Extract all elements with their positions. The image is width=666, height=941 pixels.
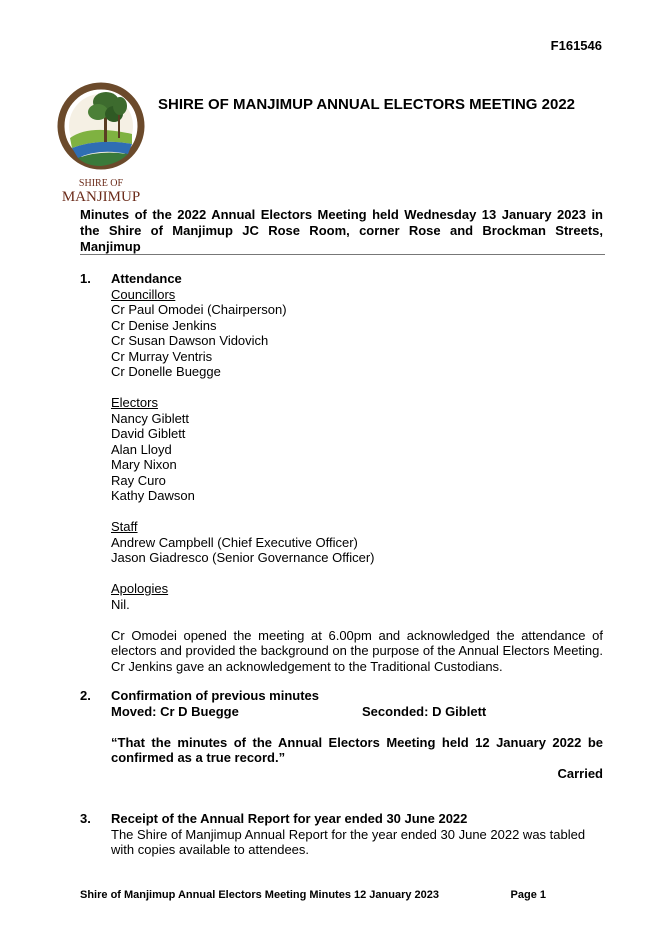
page-footer [80, 889, 546, 901]
logo-text-shire-of: SHIRE OF [78, 178, 124, 189]
motion-result: Carried [557, 765, 603, 781]
elector-item: Mary Nixon [111, 457, 177, 472]
section-2-number: 2. [80, 688, 91, 703]
resolution-text: “That the minutes of the Annual Electors Meeting held 12 January 2022 be confirmed as a true record.” [111, 734, 603, 765]
councillor-item: Cr Donelle Buegge [111, 364, 221, 379]
apologies-value: Nil. [111, 596, 130, 612]
section-3-heading: Receipt of the Annual Report for year ended 30 June 2022 [111, 811, 468, 826]
elector-item: David Giblett [111, 426, 186, 441]
section-2-heading: Confirmation of previous minutes [111, 688, 320, 703]
staff-item: Jason Giadresco (Senior Governance Officer) [111, 550, 375, 565]
staff-label: Staff [111, 519, 138, 534]
section-3-number: 3. [80, 811, 91, 826]
section-3-annual-report [111, 811, 603, 858]
elector-item: Ray Curo [111, 472, 166, 488]
section-1-attendance [111, 271, 603, 674]
moved-by: Moved: Cr D Buegge [111, 703, 239, 719]
councillors-label: Councillors [111, 286, 176, 302]
shire-logo-graphic [54, 78, 148, 204]
section-1-heading: Attendance [111, 271, 182, 286]
page-title: SHIRE OF MANJIMUP ANNUAL ELECTORS MEETING 2022 [158, 96, 576, 113]
section-2-minutes [111, 688, 603, 781]
meeting-subtitle: Minutes of the 2022 Annual Electors Meeting held Wednesday 13 January 2023 in the Shire of Manjimup JC Rose Room, corner Rose and Brockman Streets, Manjimup [80, 207, 603, 254]
opening-paragraph: Cr Omodei opened the meeting at 6.00pm and acknowledged the attendance of electors and provided the background on the purpose of the Annual Electors Meeting. Cr Jenkins gave an acknowledgement to the Traditional Custodians. [111, 627, 603, 674]
header-divider [80, 254, 605, 255]
elector-item: Kathy Dawson [111, 488, 195, 503]
seconded-by: Seconded: D Giblett [362, 703, 487, 719]
document-id: F161546 [550, 38, 602, 53]
councillor-item: Cr Denise Jenkins [111, 317, 217, 333]
section-3-body: The Shire of Manjimup Annual Report for the year ended 30 June 2022 was tabled with copies available to attendees. [111, 826, 586, 857]
elector-item: Alan Lloyd [111, 441, 172, 457]
apologies-label: Apologies [111, 581, 169, 596]
section-1-number: 1. [80, 271, 91, 286]
staff-item: Andrew Campbell (Chief Executive Officer) [111, 534, 358, 550]
shire-logo-icon [54, 78, 148, 204]
councillor-item: Cr Murray Ventris [111, 348, 213, 364]
electors-label: Electors [111, 395, 158, 410]
page-number: Page 1 [510, 889, 546, 901]
councillor-item: Cr Paul Omodei (Chairperson) [111, 302, 287, 317]
councillor-item: Cr Susan Dawson Vidovich [111, 333, 269, 348]
logo-text-manjimup: MANJIMUP [61, 189, 141, 204]
motion-row [111, 704, 603, 720]
footer-text: Shire of Manjimup Annual Electors Meeting Minutes 12 January 2023 [80, 889, 440, 901]
elector-item: Nancy Giblett [111, 410, 190, 426]
